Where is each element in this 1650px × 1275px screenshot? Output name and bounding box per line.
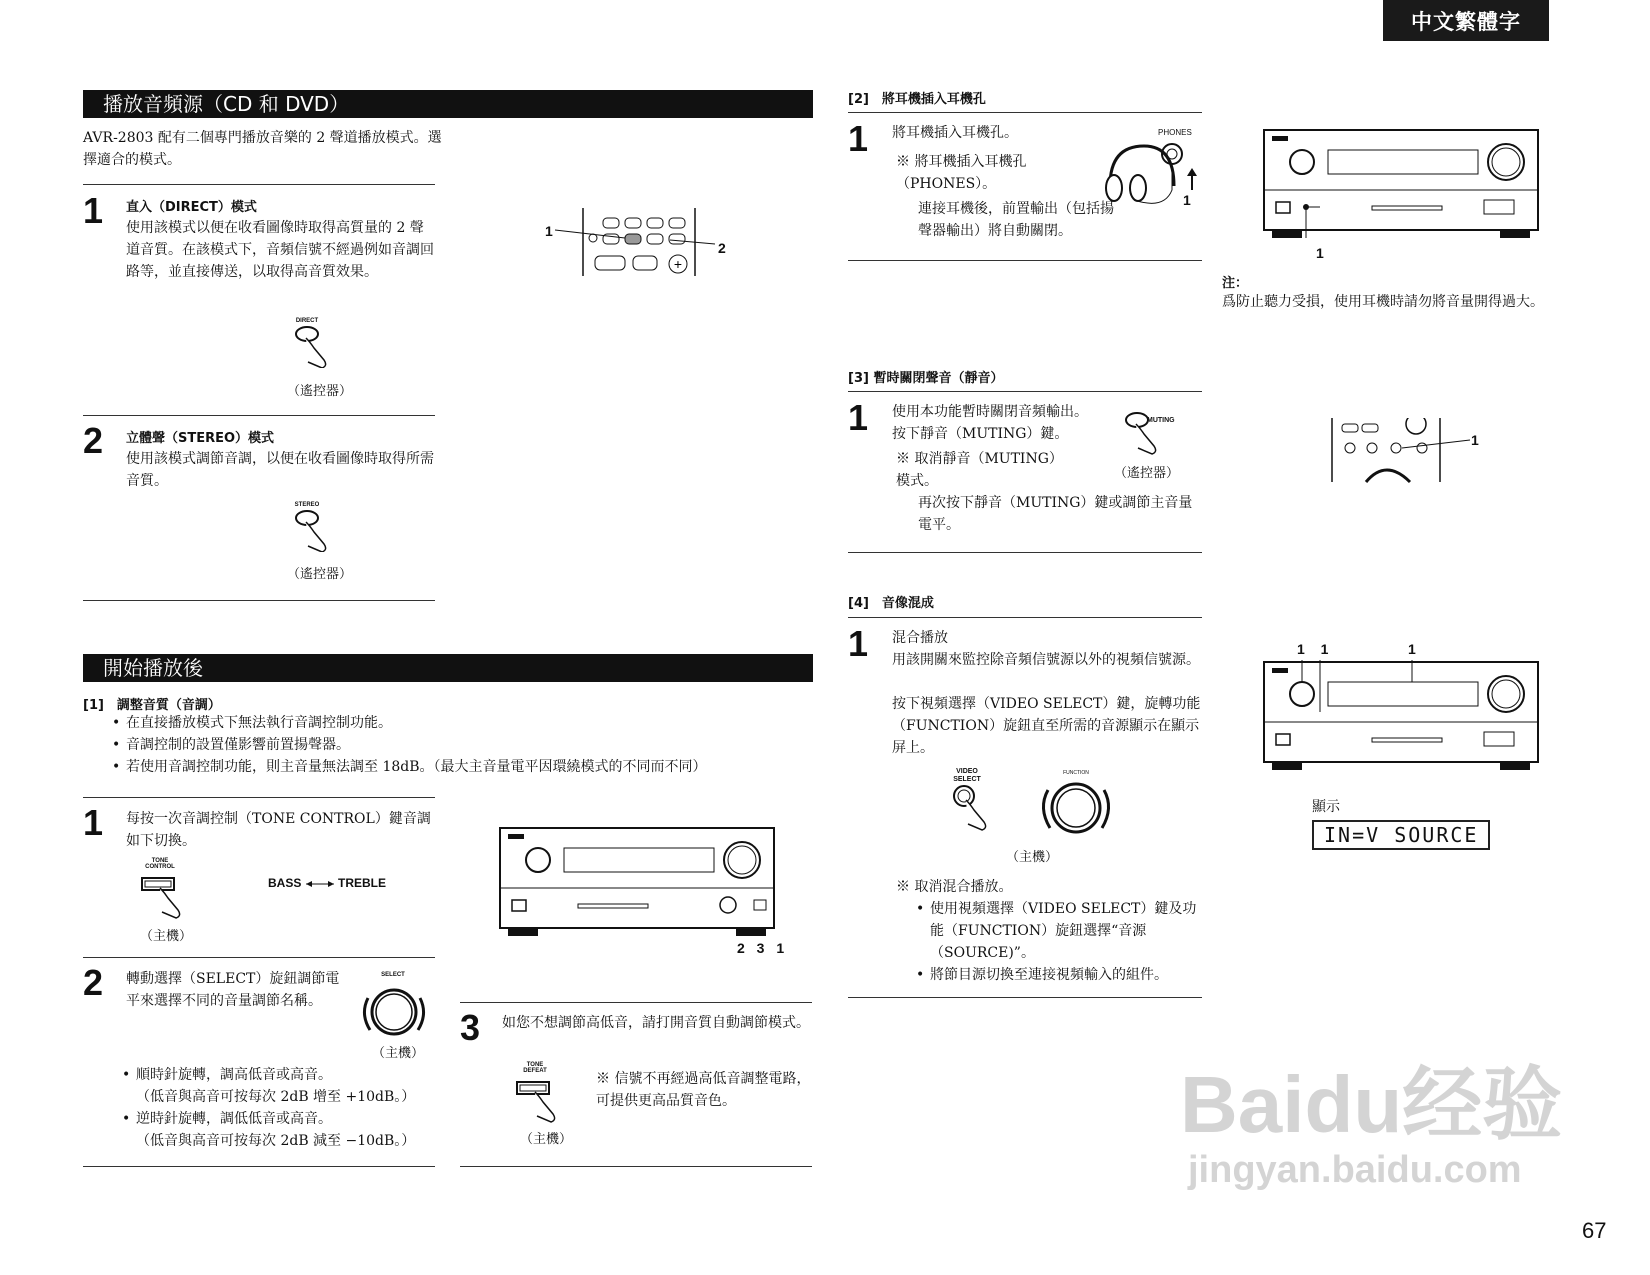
headphones-note-1: ※ 將耳機插入耳機孔（PHONES）。 — [896, 154, 1027, 192]
muting-note-1: ※ 取消靜音（MUTING）模式。 — [896, 451, 1063, 489]
step-body-tone: 每按一次音調控制（TONE CONTROL）鍵音調如下切換。 — [126, 811, 431, 849]
divider — [848, 112, 1202, 113]
step-body-direct: 使用該模式以便在收看圖像時取得高質量的 2 聲道音質。在該模式下，音頻信號不經過例如音調回路等，並直接傳送，以取得高音質效果。 — [126, 220, 434, 280]
video-mix-title: 混合播放 — [892, 630, 948, 646]
caption-remote: （遙控器） — [287, 567, 353, 582]
step-body-select: 轉動選擇（SELECT）旋鈕調節電平來選擇不同的音量調節名稱。 — [126, 971, 340, 1009]
list-item: • 音調控制的設置僅影響前置揚聲器。 — [112, 734, 812, 756]
callout-2: 2 — [718, 240, 726, 256]
tone-defeat-note: ※ 信號不再經過高低音調整電路，可提供更高品質音色。 — [596, 1071, 811, 1109]
remote-control-illustration — [545, 208, 745, 280]
treble-label: TREBLE — [338, 876, 386, 890]
stereo-button-icon — [292, 502, 352, 552]
caption-remote: （遙控器） — [287, 384, 353, 399]
divider — [83, 1166, 435, 1167]
step-number: 1 — [848, 397, 869, 438]
divider — [460, 1166, 812, 1167]
list-item-text: 逆時針旋轉，調低低音或高音。 — [136, 1111, 332, 1127]
divider — [848, 997, 1202, 998]
receiver-front-panel-illustration — [1262, 128, 1542, 243]
video-select-button-icon — [950, 768, 1010, 832]
step-number: 1 — [83, 190, 104, 231]
device-callouts: 2 3 1 — [737, 940, 789, 956]
function-knob-label: FUNCTION — [1063, 770, 1089, 776]
step-body-headphones: 將耳機插入耳機孔。 — [892, 125, 1018, 141]
subsection-muting: [3] 暫時關閉聲音（靜音） — [848, 371, 1004, 386]
divider — [848, 391, 1202, 392]
select-knob-icon — [358, 972, 438, 1044]
divider — [83, 415, 435, 416]
muting-body-1: 使用本功能暫時關閉音頻輸出。 — [892, 404, 1088, 420]
callout-1: 1 — [1471, 432, 1479, 448]
subsection-headphones: [2] 將耳機插入耳機孔 — [848, 92, 986, 107]
select-notes-list — [122, 1064, 442, 1152]
step-number: 1 — [848, 118, 869, 159]
function-knob-icon — [1036, 770, 1116, 840]
list-item — [122, 1108, 442, 1152]
subsection-tone: [1] 調整音質（音調） — [83, 698, 221, 713]
direct-button-icon — [292, 318, 352, 368]
callout-1: 1 — [1316, 245, 1324, 261]
list-item: • 將節目源切換至連接視頻輸入的組件。 — [916, 964, 1202, 986]
watermark-brand: Baidu经验 — [1180, 1060, 1563, 1149]
receiver-front-panel-illustration — [1262, 660, 1542, 775]
headphones-icon — [1104, 140, 1204, 220]
caption-remote: （遙控器） — [1114, 466, 1180, 481]
tone-control-label: TONE CONTROL — [145, 858, 175, 870]
remote-control-illustration — [1330, 418, 1480, 484]
step-number: 3 — [460, 1007, 481, 1048]
section-title-playback: 播放音頻源（CD 和 DVD） — [83, 90, 813, 118]
bass-treble-arrow-icon — [304, 876, 336, 895]
list-item-note: （低音與高音可按每次 2dB 減至 −10dB。） — [136, 1133, 416, 1149]
stereo-button-label: STEREO — [294, 502, 320, 508]
step-body-stereo: 使用該模式調節音調，以便在收看圖像時取得所需音質。 — [126, 451, 434, 489]
muting-button-label: MUTING — [1147, 417, 1175, 424]
divider — [848, 617, 1202, 618]
svg-text:+: + — [673, 256, 683, 272]
bass-label: BASS — [268, 876, 302, 890]
caption-main-unit: （主機） — [520, 1132, 573, 1147]
divider — [460, 1002, 812, 1003]
section-title-after-playback: 開始播放後 — [83, 654, 813, 682]
tone-notes-list — [112, 712, 812, 778]
step-body-tone-defeat: 如您不想調節高低音，請打開音質自動調節模式。 — [502, 1015, 810, 1031]
receiver-front-panel-illustration — [498, 826, 778, 941]
divider — [83, 600, 435, 601]
list-item: • 若使用音調控制功能，則主音量無法調至 18dB。（最大主音量電平因環繞模式的不同而不同） — [112, 756, 812, 778]
callout-1: 1 — [545, 223, 553, 239]
divider — [83, 797, 435, 798]
step-number: 1 — [848, 623, 869, 664]
step-number: 2 — [83, 962, 104, 1003]
callout-1: 1 — [1183, 192, 1191, 208]
list-item-text: 順時針旋轉，調高低音或高音。 — [136, 1067, 332, 1083]
divider — [848, 552, 1202, 553]
muting-note-2: 再次按下靜音（MUTING）鍵或調節主音量電平。 — [918, 495, 1193, 533]
tone-defeat-label: TONE DEFEAT — [523, 1062, 547, 1074]
muting-body-2: 按下靜音（MUTING）鍵。 — [892, 426, 1069, 442]
step-number: 1 — [83, 802, 104, 843]
note-title: 注： — [1222, 276, 1249, 291]
note-body: 爲防止聽力受損，使用耳機時請勿將音量開得過大。 — [1222, 294, 1544, 310]
watermark-url: jingyan.baidu.com — [1188, 1149, 1522, 1191]
list-item-note: （低音與高音可按每次 2dB 增至 +10dB。） — [136, 1089, 416, 1105]
language-tab: 中文繁體字 — [1383, 0, 1549, 41]
caption-main-unit: （主機） — [372, 1046, 425, 1061]
tone-defeat-button-icon — [515, 1062, 575, 1118]
select-knob-label: SELECT — [381, 972, 405, 978]
list-item: • 在直接播放模式下無法執行音調控制功能。 — [112, 712, 812, 734]
video-mix-body-2: 按下視頻選擇（VIDEO SELECT）鍵，旋轉功能（FUNCTION）旋鈕直至所需的音源顯示在顯示屏上。 — [892, 696, 1201, 756]
step-number: 2 — [83, 420, 104, 461]
direct-button-label: DIRECT — [295, 318, 319, 324]
divider — [83, 184, 435, 185]
divider — [83, 957, 435, 958]
phones-jack-label: PHONES — [1158, 128, 1192, 137]
video-mix-notes-list — [916, 898, 1202, 986]
device-callout-right: 1 — [1408, 641, 1416, 657]
device-callouts-left: 1 1 — [1297, 641, 1335, 657]
cancel-mix-note: ※ 取消混合播放。 — [896, 879, 1013, 895]
page-number: 67 — [1582, 1218, 1607, 1243]
divider — [848, 260, 1202, 261]
list-item: • 使用視頻選擇（VIDEO SELECT）鍵及功能（FUNCTION）旋鈕選擇“音源（SOURCE)”。 — [916, 898, 1202, 964]
subsection-video-mix: [4] 音像混成 — [848, 596, 934, 611]
section-intro: AVR-2803 配有二個專門播放音樂的 2 聲道播放模式。選擇適合的模式。 — [83, 130, 442, 168]
step-title-direct: 直入（DIRECT）模式 — [126, 200, 257, 215]
display-readout: IN=V SOURCE — [1312, 820, 1490, 850]
headphones-note-2: 連接耳機後，前置輸出（包括揚聲器輸出）將自動關閉。 — [918, 201, 1114, 239]
list-item — [122, 1064, 442, 1108]
caption-main-unit: （主機） — [1006, 850, 1059, 865]
tone-control-button-icon — [140, 858, 200, 914]
video-select-label: VIDEO SELECT — [953, 768, 981, 783]
caption-main-unit: （主機） — [140, 929, 193, 944]
display-label: 顯示 — [1312, 799, 1340, 815]
step-title-stereo: 立體聲（STEREO）模式 — [126, 431, 275, 446]
video-mix-body-1: 用該開關來監控除音頻信號源以外的視頻信號源。 — [892, 652, 1200, 668]
